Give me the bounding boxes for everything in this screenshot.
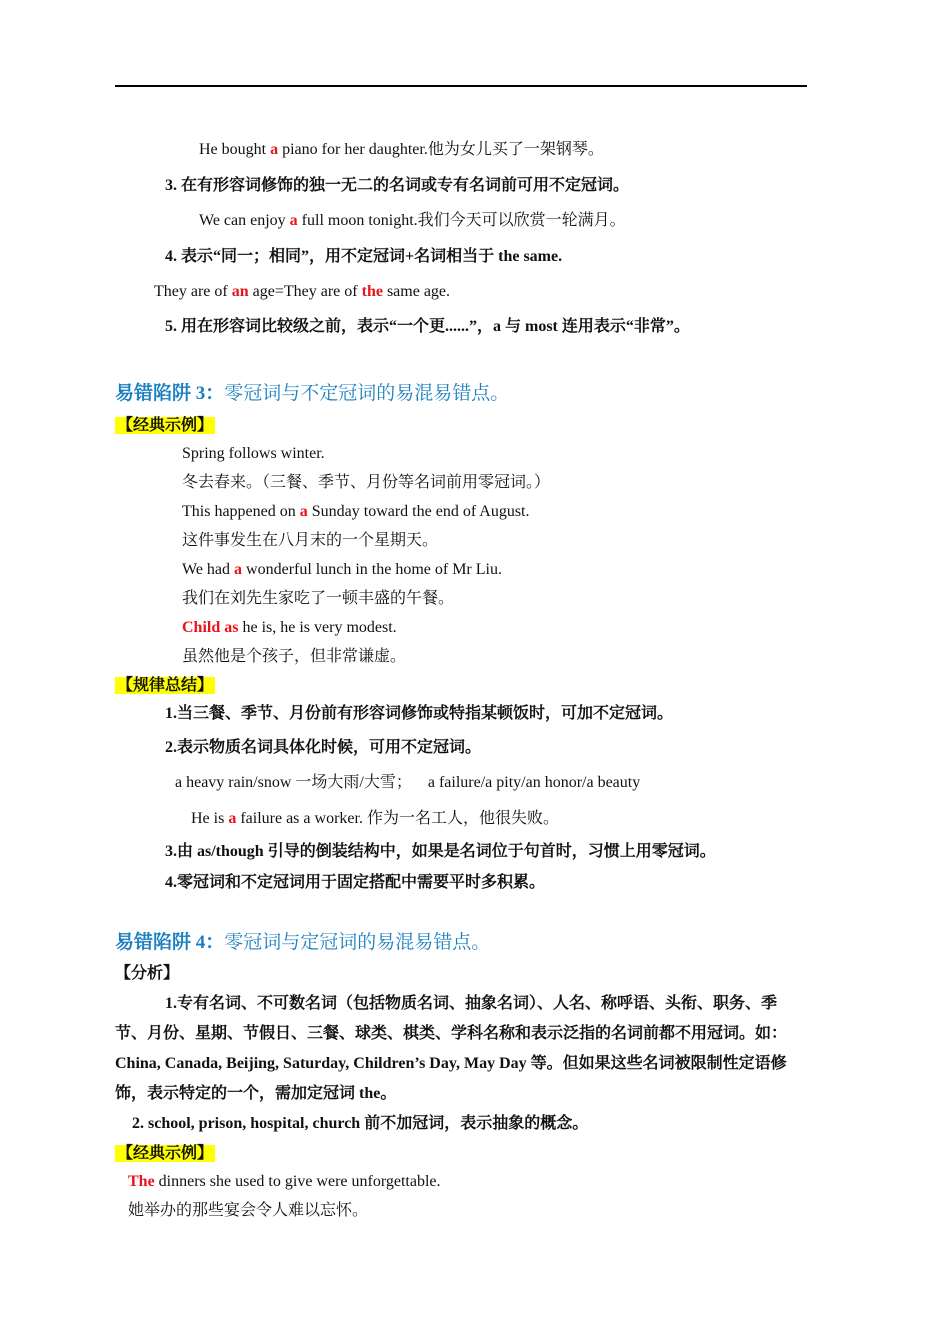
rule-item: 3. 在有形容词修饰的独一无二的名词或专有名词前可用不定冠词。 — [165, 177, 630, 194]
example-line: The dinners she used to give were unforgettable. — [128, 1173, 441, 1190]
example-line: We had a wonderful lunch in the home of Mr Liu. — [182, 561, 502, 578]
rule-item: 4.零冠词和不定冠词用于固定搭配中需要平时多积累。 — [165, 874, 546, 891]
example-line: We can enjoy a full moon tonight.我们今天可以欣赏一轮满月。 — [199, 212, 626, 229]
example-line: This happened on a Sunday toward the end of August. — [182, 503, 530, 520]
translation-line: 虽然他是个孩子，但非常谦虚。 — [182, 648, 407, 665]
examples-tag: 【经典示例】 — [117, 1145, 214, 1162]
example-line: He bought a piano for her daughter.他为女儿买了一架钢琴。 — [199, 141, 604, 158]
section-heading: 易错陷阱 3：零冠词与不定冠词的易混易错点。 — [115, 383, 510, 404]
examples-tag: 【经典示例】 — [117, 417, 214, 434]
rule-item: 4. 表示“同一；相同”，用不定冠词+名词相当于 the same. — [165, 248, 563, 265]
summary-tag: 【规律总结】 — [117, 677, 214, 694]
translation-line: 这件事发生在八月末的一个星期天。 — [182, 532, 439, 549]
analysis-tag: 【分析】 — [115, 965, 180, 982]
translation-line: 她举办的那些宴会令人难以忘怀。 — [128, 1202, 369, 1219]
section-heading: 易错陷阱 4：零冠词与定冠词的易混易错点。 — [115, 932, 491, 953]
example-line: Child as he is, he is very modest. — [182, 619, 397, 636]
analysis-paragraph: 2. school, prison, hospital, church 前不加冠词，表示抽象的概念。 — [132, 1115, 589, 1132]
example-line: a heavy rain/snow 一场大雨/大雪； a failure/a pity/an honor/a beauty — [175, 774, 641, 791]
analysis-paragraph: 1.专有名词、不可数名词（包括物质名词、抽象名词）、人名、称呼语、头衔、职务、季节、月份、星期、节假日、三餐、球类、棋类、学科名称和表示泛指的名词前都不用冠词。如：China, Canada, Beijing, Saturday, Children’s Day, May Day 等。但如果这些名词被限制性定语修饰，表示特定的一个，需加定冠词 the。 — [115, 995, 788, 1102]
rule-item: 1.当三餐、季节、月份前有形容词修饰或特指某顿饭时，可加不定冠词。 — [165, 705, 674, 722]
translation-line: 冬去春来。（三餐、季节、月份等名词前用零冠词。） — [182, 474, 551, 491]
example-line: Spring follows winter. — [182, 445, 325, 462]
rule-item: 5. 用在形容词比较级之前，表示“一个更......”，a 与 most 连用表示“非常”。 — [165, 318, 690, 335]
example-line: He is a failure as a worker. 作为一名工人，他很失败。 — [191, 810, 559, 827]
header-rule — [115, 85, 807, 87]
rule-item: 3.由 as/though 引导的倒装结构中，如果是名词位于句首时，习惯上用零冠词。 — [165, 843, 716, 860]
rule-item: 2.表示物质名词具体化时候，可用不定冠词。 — [165, 739, 482, 756]
example-line: They are of an age=They are of the same age. — [154, 283, 451, 300]
translation-line: 我们在刘先生家吃了一顿丰盛的午餐。 — [182, 590, 455, 607]
